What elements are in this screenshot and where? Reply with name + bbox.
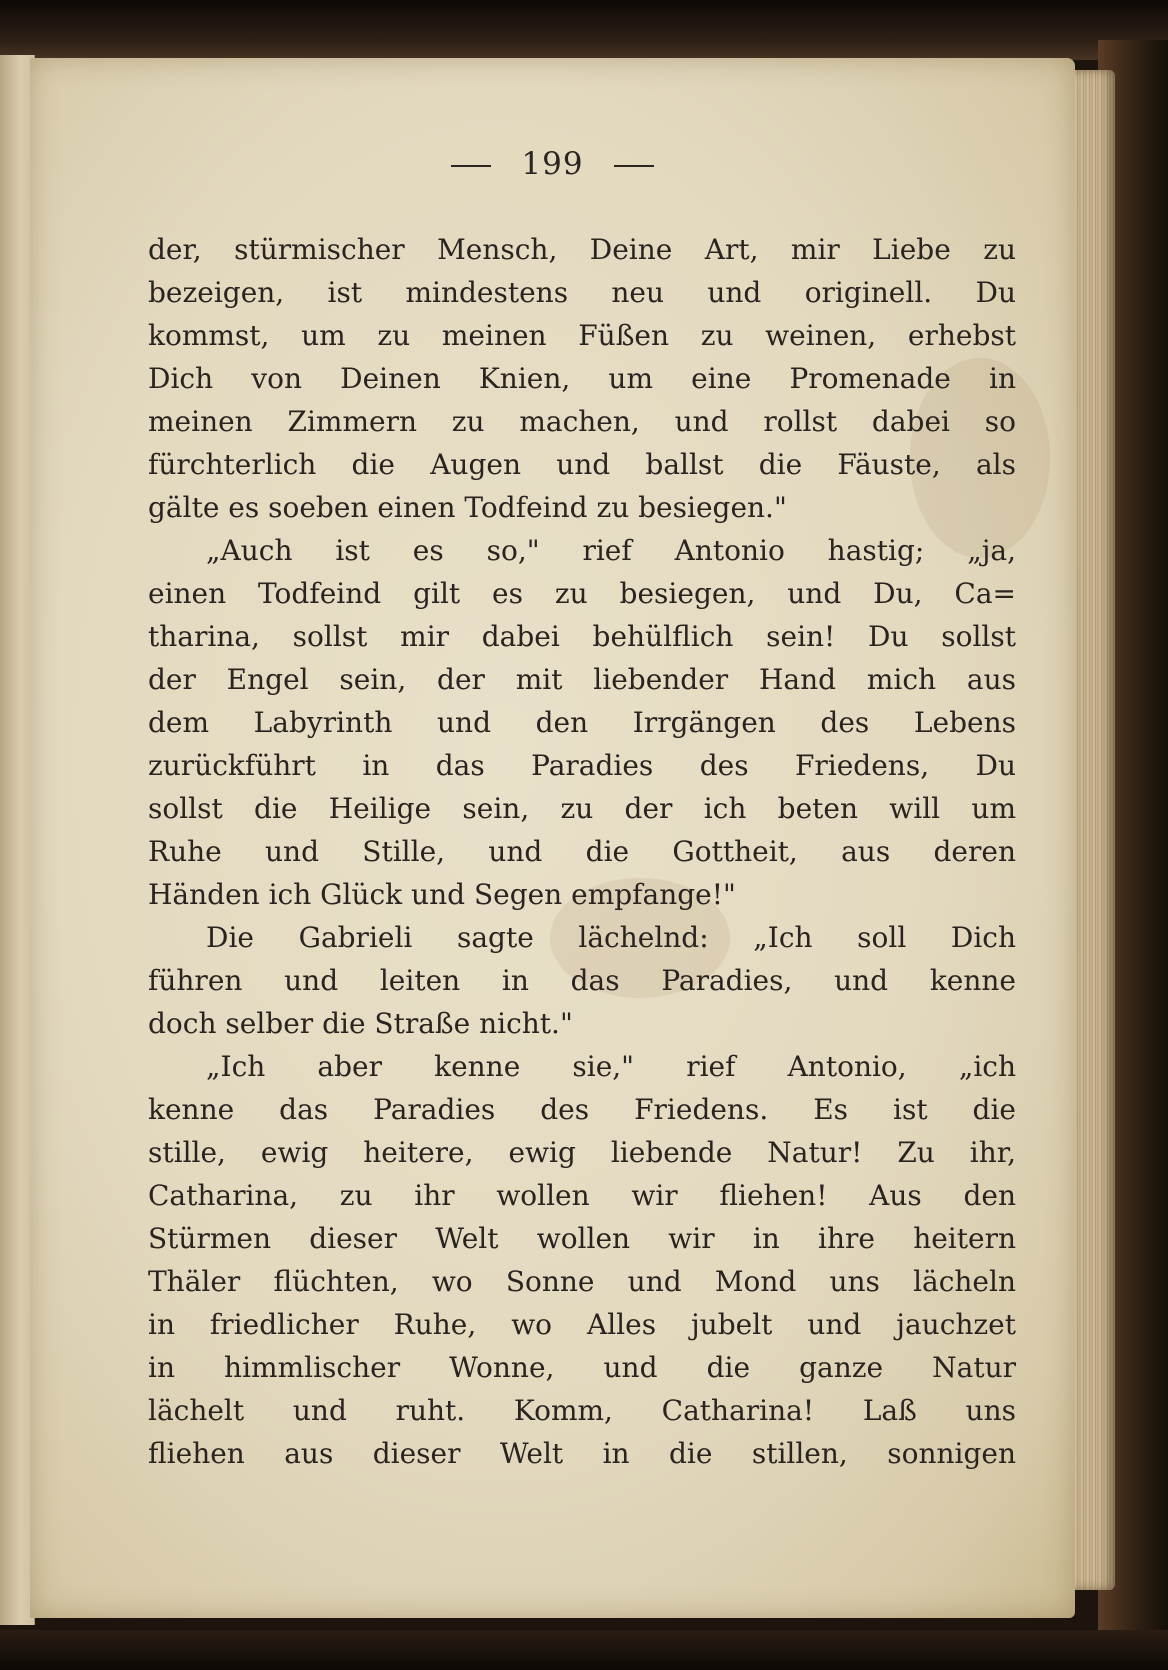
- text-line: kenne das Paradies des Friedens. Es ist die: [148, 1093, 1016, 1126]
- text-line: in himmlischer Wonne, und die ganze Natur: [148, 1351, 1016, 1384]
- header-dash-left: [451, 165, 491, 167]
- book-cover-top: [0, 0, 1168, 60]
- text-line: Thäler flüchten, wo Sonne und Mond uns lächeln: [148, 1265, 1016, 1298]
- body-text: [148, 228, 1016, 1475]
- page-number: 199: [521, 146, 584, 182]
- text-line: Catharina, zu ihr wollen wir fliehen! Aus den: [148, 1179, 1016, 1212]
- text-line: doch selber die Straße nicht.": [148, 1007, 573, 1040]
- text-line: meinen Zimmern zu machen, und rollst dabei so: [148, 405, 1016, 438]
- text-line: gälte es soeben einen Todfeind zu besiegen.": [148, 491, 787, 524]
- text-line: Ruhe und Stille, und die Gottheit, aus deren: [148, 835, 1016, 868]
- text-line: fürchterlich die Augen und ballst die Fäuste, als: [148, 448, 1016, 481]
- book-cover-bottom: [0, 1630, 1168, 1670]
- text-line: der, stürmischer Mensch, Deine Art, mir Liebe zu: [148, 233, 1016, 266]
- text-line: dem Labyrinth und den Irrgängen des Lebens: [148, 706, 1016, 739]
- text-line: fliehen aus dieser Welt in die stillen, sonnigen: [148, 1437, 1016, 1470]
- text-line: einen Todfeind gilt es zu besiegen, und Du, Ca=: [148, 577, 1016, 610]
- text-line: Dich von Deinen Knien, um eine Promenade in: [148, 362, 1016, 395]
- text-line: in friedlicher Ruhe, wo Alles jubelt und jauchzet: [148, 1308, 1016, 1341]
- text-line: kommst, um zu meinen Füßen zu weinen, erhebst: [148, 319, 1016, 352]
- page-header: [30, 146, 1075, 182]
- header-dash-right: [614, 165, 654, 167]
- book-page: [30, 58, 1075, 1618]
- text-line: sollst die Heilige sein, zu der ich beten will um: [148, 792, 1016, 825]
- text-line: „Auch ist es so," rief Antonio hastig; „ja,: [206, 534, 1016, 567]
- text-line: tharina, sollst mir dabei behülflich sein! Du sollst: [148, 620, 1016, 653]
- text-line: bezeigen, ist mindestens neu und originell. Du: [148, 276, 1016, 309]
- text-line: „Ich aber kenne sie," rief Antonio, „ich: [206, 1050, 1016, 1083]
- text-line: der Engel sein, der mit liebender Hand mich aus: [148, 663, 1016, 696]
- text-line: Händen ich Glück und Segen empfange!": [148, 878, 736, 911]
- text-line: lächelt und ruht. Komm, Catharina! Laß uns: [148, 1394, 1016, 1427]
- text-line: stille, ewig heitere, ewig liebende Natur! Zu ihr,: [148, 1136, 1016, 1169]
- text-line: Die Gabrieli sagte lächelnd: „Ich soll Dich: [206, 921, 1016, 954]
- text-line: Stürmen dieser Welt wollen wir in ihre heitern: [148, 1222, 1016, 1255]
- text-line: führen und leiten in das Paradies, und kenne: [148, 964, 1016, 997]
- text-line: zurückführt in das Paradies des Friedens, Du: [148, 749, 1016, 782]
